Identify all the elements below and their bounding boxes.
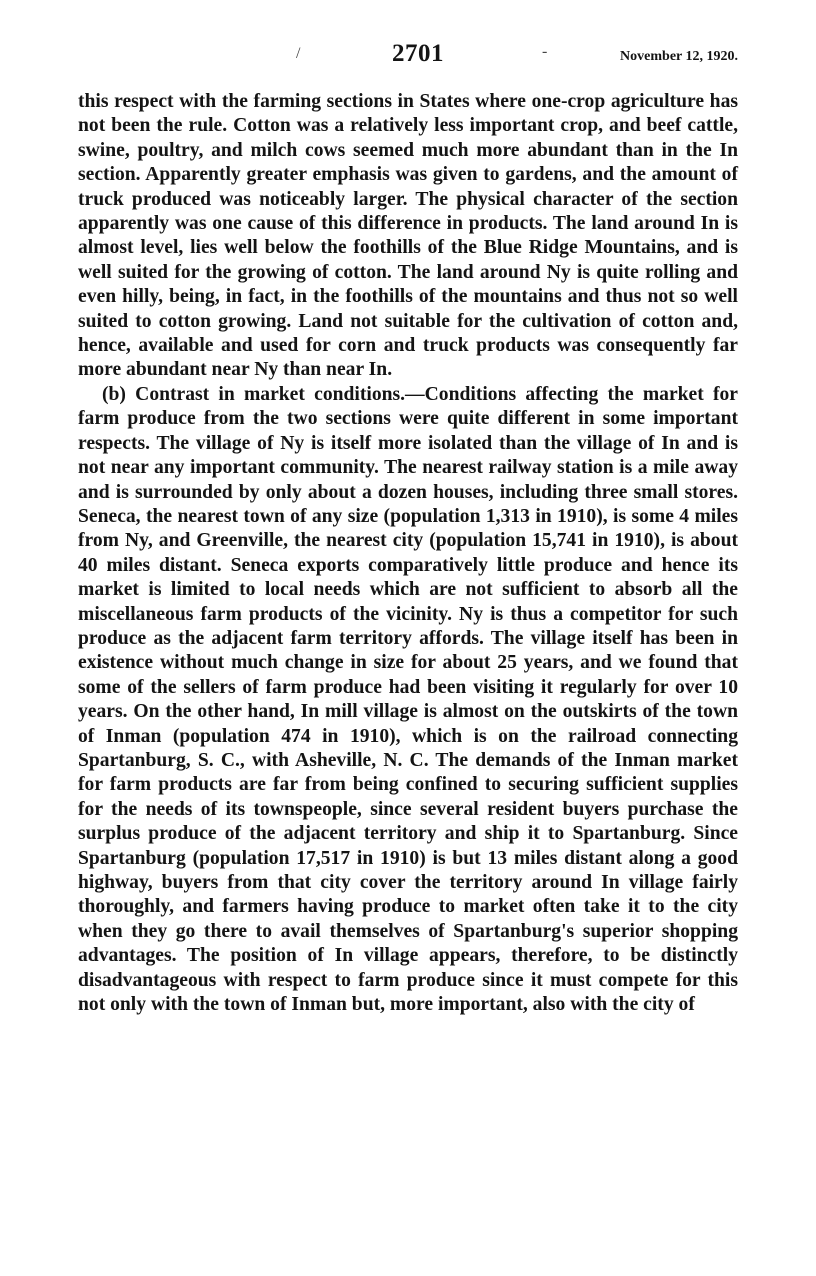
paragraph-text: this respect with the farming sections in States where one-crop agriculture has not been the rule. Cotton was a relatively less important crop, and beef cattle, swine, poultry, and milch cows seemed much more abundant than in the In section. Apparently greater emphasis was given to gardens, and the amount of truck produced was noticeably larger. The physical character of the section apparently was one cause of this difference in products. The land around In is almost level, lies well below the foothills of the Blue Ridge Mountains, and is well suited for the growing of cotton. The land around Ny is quite rolling and even hilly, being, in fact, in the foothills of the mountains and thus not so well suited to cotton growing. Land not suitable for the cultivation of cotton and, hence, available and used for corn and truck products was consequently far more abundant near Ny than near In. [78,91,738,381]
page-header [78,40,738,80]
paragraph-text: Conditions affecting the market for farm produce from the two sections were quite different in some important respects. The village of Ny is itself more isolated than the village of In and is not near any important community. The nearest railway station is a mile away and is surrounded by only about a dozen houses, including three small stores. Seneca, the nearest town of any size (population 1,313 in 1910), is some 4 miles from Ny, and Greenville, the nearest city (population 15,741 in 1910), is about 40 miles distant. Seneca exports comparatively little produce and hence its market is limited to local needs which are not sufficient to absorb all the miscellaneous farm products of the vicinity. Ny is thus a competitor for such produce as the adjacent farm territory affords. The village itself has been in existence without much change in size for about 25 years, and we found that some of the sellers of farm produce had been visiting it regularly for over 10 years. On the other hand, In mill village is almost on the outskirts of the town of Inman (population 474 in 1910), which is on the railroad connecting Spartanburg, S. C., with Asheville, N. C. The demands of the Inman market for farm products are far from being confined to securing sufficient supplies for the needs of its townspeople, since several resident buyers purchase the surplus produce of the adjacent territory and ship it to Spartanburg. Since Spartanburg (population 17,517 in 1910) is but 13 miles distant along a good highway, buyers from that city cover the territory around In village fairly thoroughly, and farmers having produce to market often take it to the city when they go there to avail themselves of Spartanburg's superior shopping advantages. The position of In village appears, therefore, to be distinctly disadvantageous with respect to farm produce since it must compete for this not only with the town of Inman but, more important, also with the city of [78,383,739,1016]
stray-mark: - [542,43,548,60]
section-heading: (b) Contrast in market conditions.— [102,383,425,405]
stray-mark: / [296,45,301,62]
document-page [78,40,738,1017]
paragraph [78,383,738,1018]
body-text [78,90,738,1017]
paragraph [78,90,738,383]
page-number: 2701 [392,40,444,67]
header-date: November 12, 1920. [620,49,738,64]
